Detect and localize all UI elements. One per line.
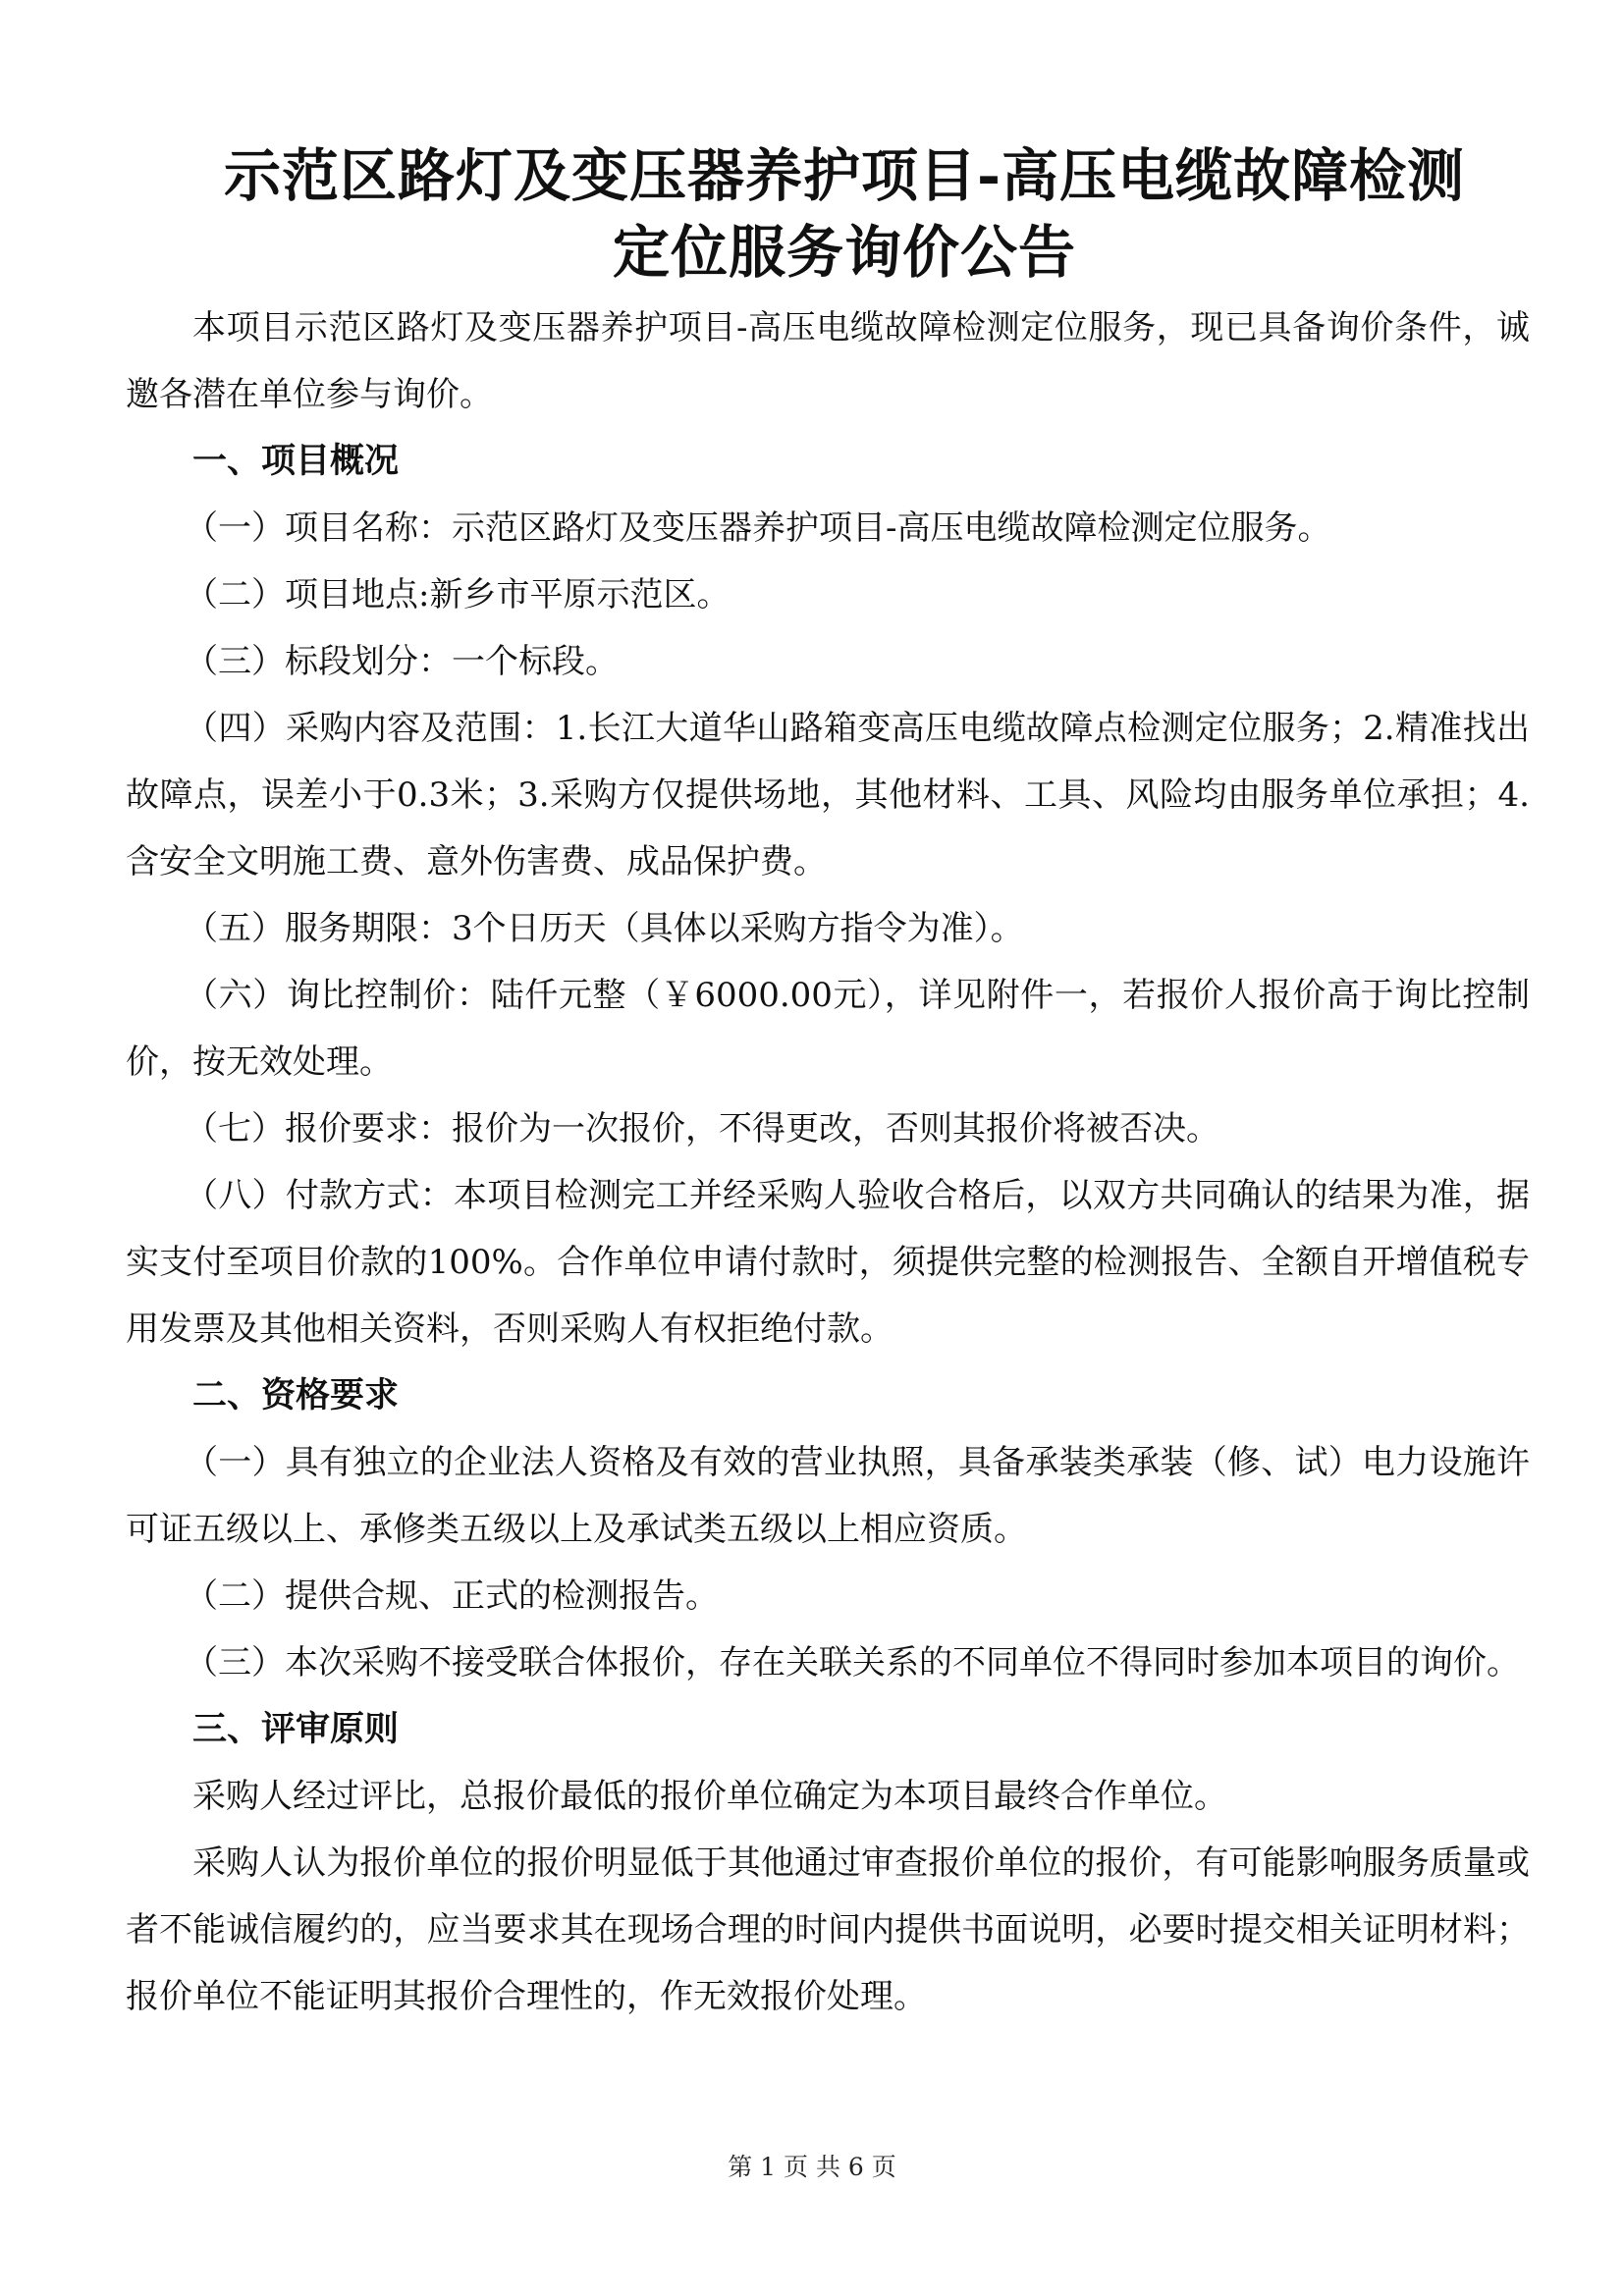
title-line-2: 定位服务询价公告 (612, 219, 1076, 286)
paragraph: 采购人经过评比，总报价最低的报价单位确定为本项目最终合作单位。 (192, 1777, 1227, 1816)
paragraph: 采购人认为报价单位的报价明显低于其他通过审查报价单位的报价，有可能影响服务质量或者不能诚信履约的，应当要求其在现场合理的时间内提供书面说明，必要时提交相关证明材料；报价单位不能证明其报价合理性的，作无效报价处理。 (126, 1843, 1530, 2016)
list-item: （五）服务期限：3个日历天（具体以采购方指令为准）。 (185, 909, 1024, 948)
list-item: （七）报价要求：报价为一次报价，不得更改，否则其报价将被否决。 (185, 1109, 1219, 1148)
list-item: （四）采购内容及范围：1.长江大道华山路箱变高压电缆故障点检测定位服务；2.精准找出故障点，误差小于0.3米；3.采购方仅提供场地，其他材料、工具、风险均由服务单位承担；4.含安全文明施工费、意外伤害费、成品保护费。 (126, 709, 1530, 881)
section-evaluation (126, 1696, 1530, 2030)
page-number-footer: 第 1 页 共 6 页 (728, 2153, 896, 2181)
list-item: （二）提供合规、正式的检测报告。 (185, 1576, 719, 1616)
section-heading: 三、评审原则 (192, 1709, 400, 1749)
document-body (126, 294, 1530, 2030)
list-item: （三）本次采购不接受联合体报价，存在关联关系的不同单位不得同时参加本项目的询价。 (185, 1643, 1520, 1682)
section-heading: 二、资格要求 (192, 1375, 400, 1415)
title-line-1: 示范区路灯及变压器养护项目-高压电缆故障检测 (223, 142, 1466, 209)
list-item: （一）项目名称：示范区路灯及变压器养护项目-高压电缆故障检测定位服务。 (185, 508, 1331, 548)
section-qualification (126, 1362, 1530, 1696)
section-heading: 一、项目概况 (192, 441, 400, 481)
list-item: （二）项目地点:新乡市平原示范区。 (185, 575, 731, 614)
list-item: （一）具有独立的企业法人资格及有效的营业执照，具备承装类承装（修、试）电力设施许可证五级以上、承修类五级以上及承试类五级以上相应资质。 (126, 1443, 1530, 1549)
list-item: （三）标段划分：一个标段。 (185, 642, 619, 681)
intro-paragraph: 本项目示范区路灯及变压器养护项目-高压电缆故障检测定位服务，现已具备询价条件，诚邀各潜在单位参与询价。 (126, 308, 1530, 414)
section-project-overview (126, 428, 1530, 1362)
list-item: （六）询比控制价：陆仟元整（￥6000.00元），详见附件一，若报价人报价高于询比控制价，按无效处理。 (126, 976, 1530, 1082)
list-item: （八）付款方式：本项目检测完工并经采购人验收合格后，以双方共同确认的结果为准，据实支付至项目价款的100%。合作单位申请付款时，须提供完整的检测报告、全额自开增值税专用发票及其他相关资料，否则采购人有权拒绝付款。 (126, 1176, 1530, 1349)
document-title (147, 137, 1542, 291)
